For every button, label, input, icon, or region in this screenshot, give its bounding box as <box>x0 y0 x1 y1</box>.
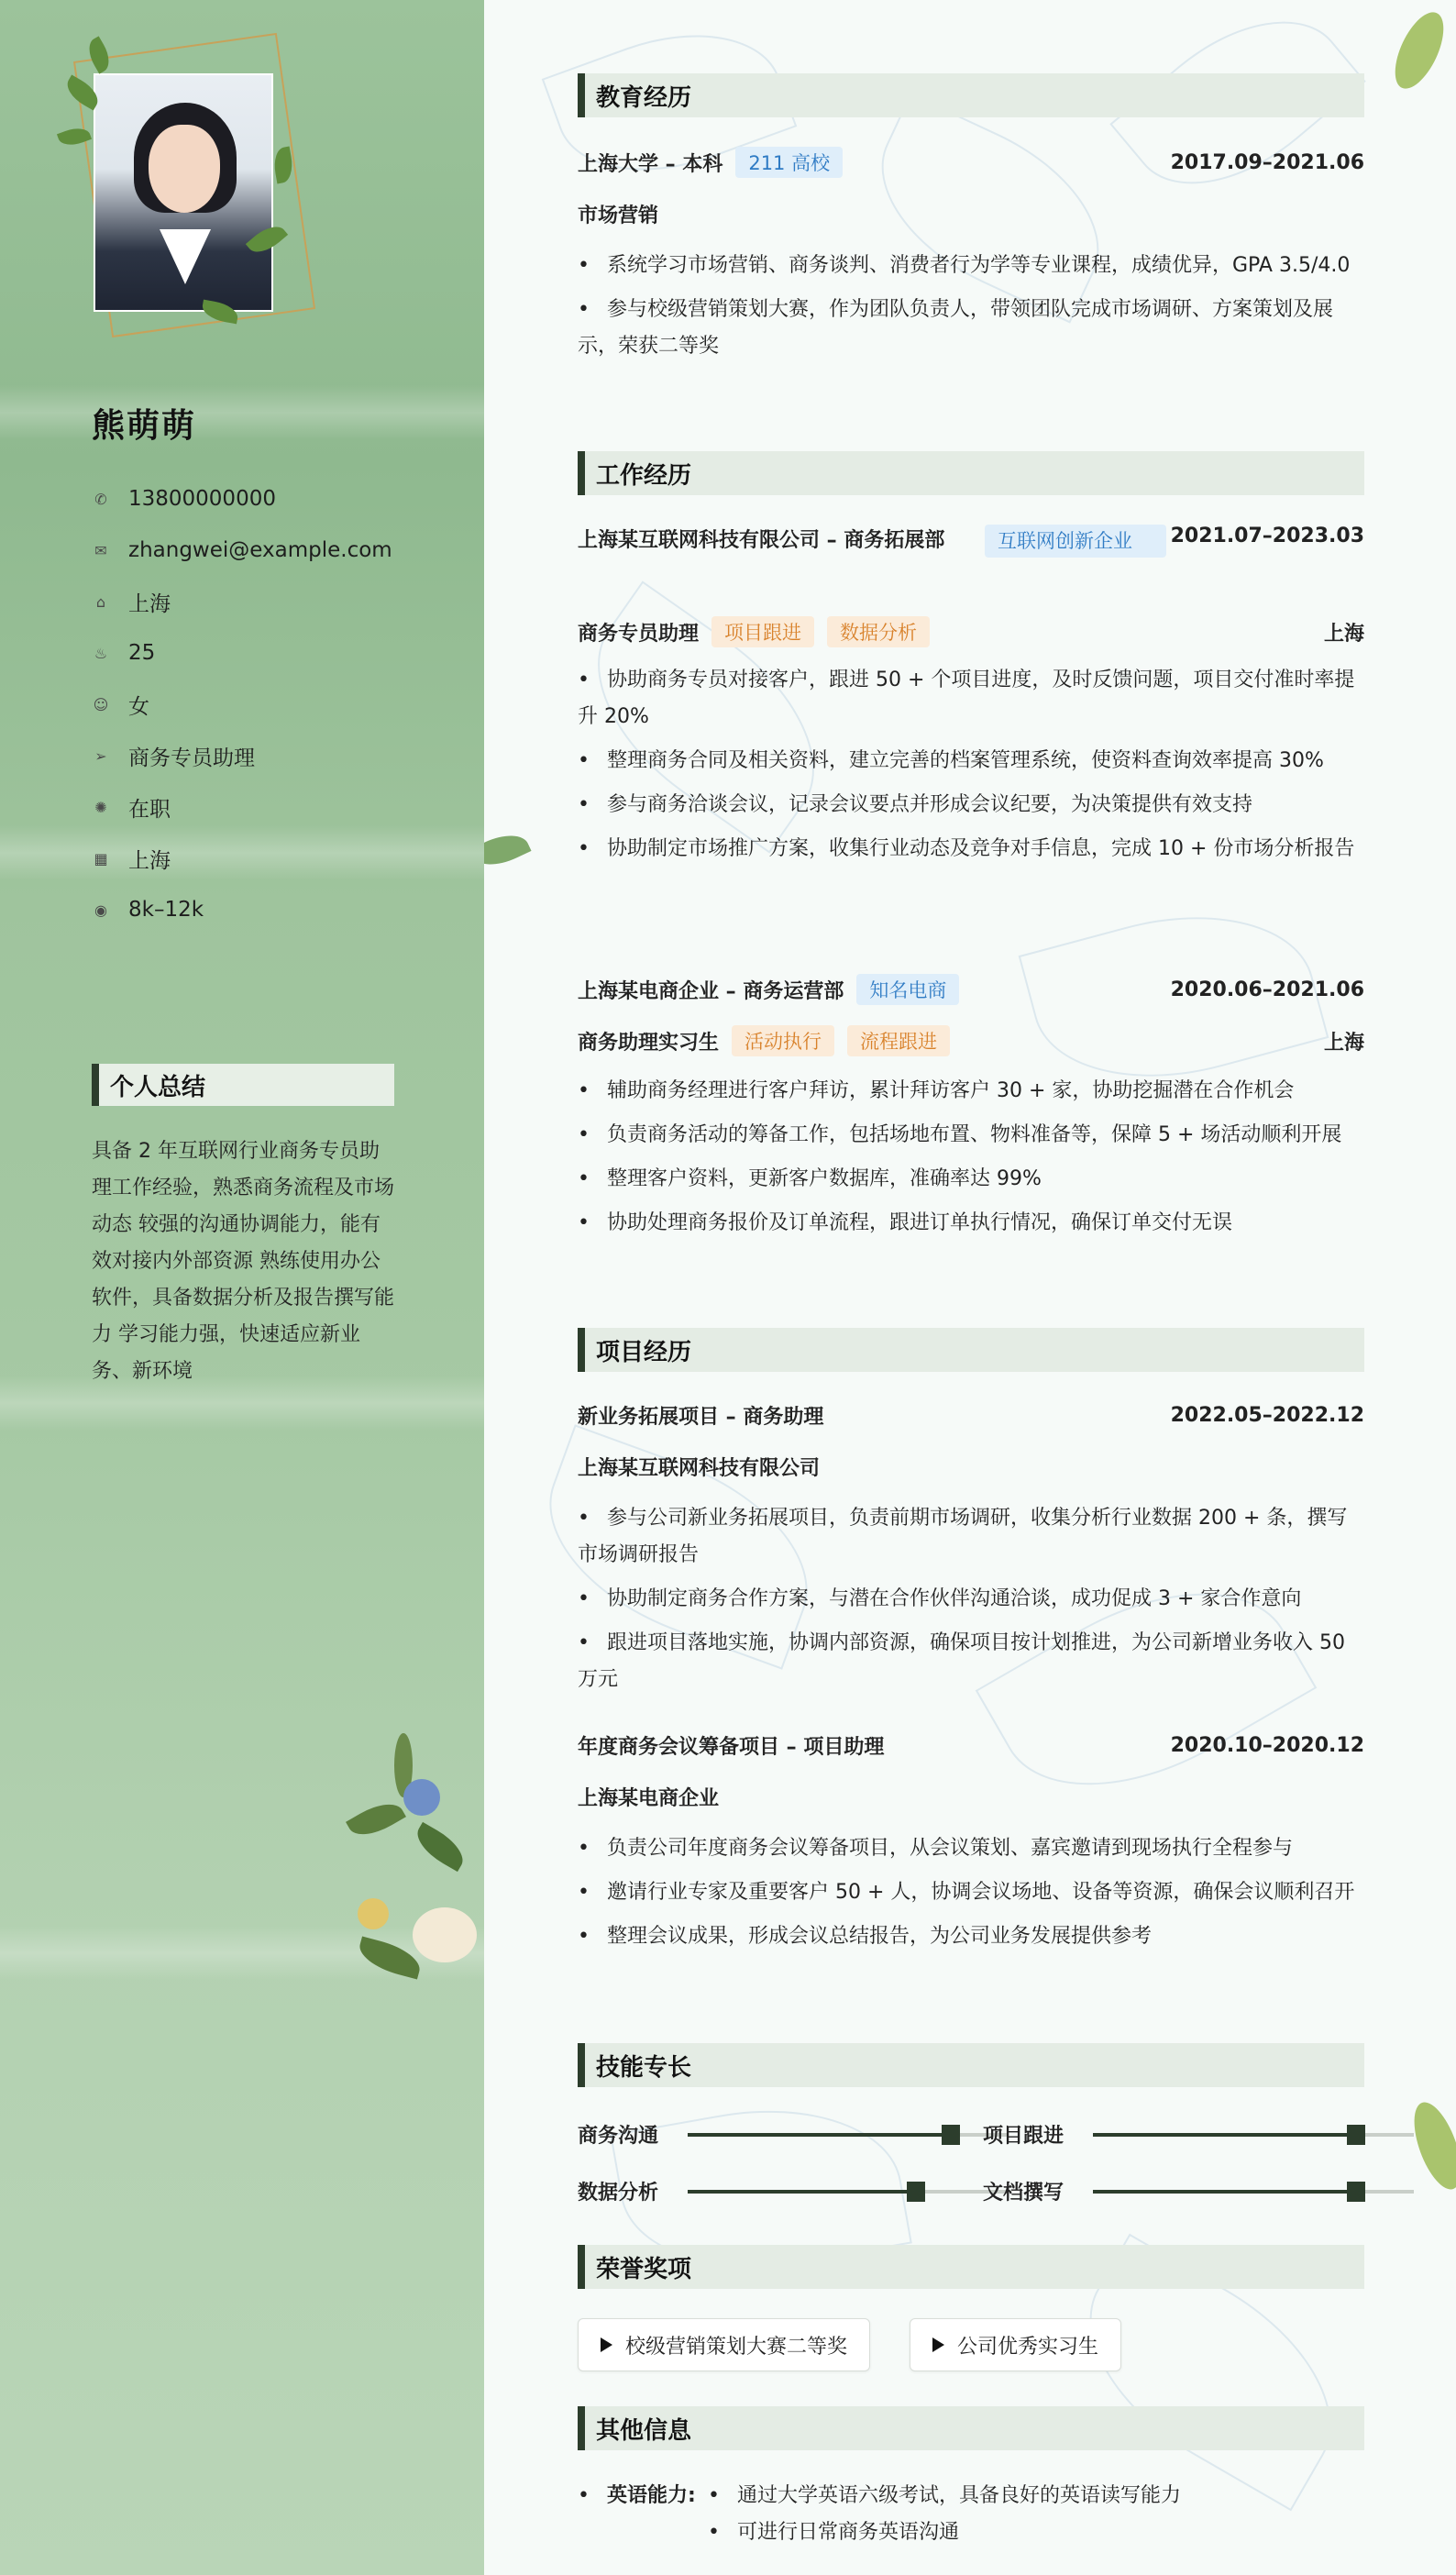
profile-photo <box>94 73 273 312</box>
info-target-role: ➢ 商务专员助理 <box>92 730 392 781</box>
list-item: • 整理商务合同及相关资料，建立完善的档案管理系统，使资料查询效率提高 30% <box>578 749 1324 772</box>
job-role-row <box>578 1025 1364 1056</box>
skill-track <box>688 2190 1009 2194</box>
project-org: 上海某互联网科技有限公司 <box>578 1457 821 1480</box>
job-tag: 互联网创新企业 <box>985 525 1166 558</box>
flower-decor <box>339 1724 484 1999</box>
leaf-decor <box>484 826 532 875</box>
project-name: 年度商务会议筹备项目 – 项目助理 <box>578 1736 885 1759</box>
decor-wave <box>0 385 484 440</box>
list-item: • 协助处理商务报价及订单流程，跟进订单执行情况，确保订单交付无误 <box>578 1211 1233 1234</box>
project-name: 新业务拓展项目 – 商务助理 <box>578 1406 824 1429</box>
job-city: 上海 <box>1323 1031 1364 1055</box>
skills-heading: 技能专长 <box>578 2043 1364 2087</box>
list-item: • 参与公司新业务拓展项目，负责前期市场调研，收集分析行业数据 200 + 条，撰写市场调研报告 <box>578 1507 1348 1566</box>
project-bullets <box>578 1830 1364 1962</box>
job-tag: 知名电商 <box>856 974 959 1005</box>
status-icon: ✺ <box>94 798 107 816</box>
mail-icon: ✉ <box>94 541 107 559</box>
list-item: • 跟进项目落地实施，协调内部资源，确保项目按计划推进，为公司新增业务收入 50 万元 <box>578 1631 1345 1691</box>
skill-bar: 文档撰写 <box>983 2177 1414 2205</box>
work-heading: 工作经历 <box>578 451 1364 495</box>
skill-tag: 活动执行 <box>732 1025 834 1056</box>
school-tag: 211 高校 <box>735 147 843 178</box>
project-date: 2022.05–2022.12 <box>1170 1404 1364 1427</box>
job-role: 商务专员助理 <box>578 622 700 646</box>
face-icon: ☺ <box>93 695 109 713</box>
job-company: 上海某互联网科技有限公司 – 商务拓展部 <box>578 529 945 552</box>
job-bullets <box>578 662 1364 875</box>
list-item: • 邀请行业专家及重要客户 50 + 人，协调会议场地、设备等资源，确保会议顺利召开 <box>578 1881 1355 1904</box>
avatar <box>64 28 312 358</box>
school-name: 上海大学 – 本科 <box>578 152 723 176</box>
list-item: • 负责商务活动的筹备工作，包括场地布置、物料准备等，保障 5 + 场活动顺利开展 <box>578 1123 1342 1146</box>
salary-icon: ◉ <box>94 901 107 919</box>
info-age: ♨ 25 <box>92 627 392 679</box>
job-role-row <box>578 616 1364 647</box>
list-item: • 协助制定商务合作方案，与潜在合作伙伴沟通洽谈，成功促成 3 + 家合作意向 <box>578 1587 1302 1610</box>
contact-info-list <box>92 473 392 935</box>
list-item: • 辅助商务经理进行客户拜访，累计拜访客户 30 + 家，协助挖掘潜在合作机会 <box>578 1079 1295 1102</box>
education-header-row <box>578 147 1364 178</box>
send-icon: ➢ <box>94 746 107 765</box>
phone-icon: ✆ <box>94 490 107 508</box>
summary-heading: 个人总结 <box>92 1064 394 1106</box>
info-status: ✺ 在职 <box>92 781 392 833</box>
other-label: 英语能力: <box>607 2484 696 2507</box>
list-item: • 通过大学英语六级考试，具备良好的英语读写能力 <box>708 2484 1182 2507</box>
job-header-row <box>578 974 1364 1005</box>
sidebar <box>0 0 484 2575</box>
project-date: 2020.10–2020.12 <box>1170 1734 1364 1757</box>
skill-bar: 项目跟进 <box>983 2120 1414 2149</box>
other-info <box>578 2478 1364 2551</box>
project-org: 上海某电商企业 <box>578 1787 720 1810</box>
job-date: 2021.07–2023.03 <box>1170 525 1364 547</box>
info-location: ⌂ 上海 <box>92 576 392 627</box>
project-bullets <box>578 1500 1364 1706</box>
award-item: 校级营销策划大赛二等奖 <box>578 2318 870 2371</box>
list-item: • 英语能力: • 通过大学英语六级考试，具备良好的英语读写能力 • 可进行日常商务英语沟通 <box>578 2478 1364 2551</box>
info-email: ✉ zhangwei@example.com <box>92 525 392 576</box>
education-heading: 教育经历 <box>578 73 1364 117</box>
info-target-city: ▦ 上海 <box>92 833 392 884</box>
building-icon: ▦ <box>94 849 108 868</box>
list-item: • 整理会议成果，形成会议总结报告，为公司业务发展提供参考 <box>578 1925 1153 1948</box>
awards-heading: 荣誉奖项 <box>578 2245 1364 2289</box>
leaf-decor <box>1385 6 1453 95</box>
skill-tag: 流程跟进 <box>847 1025 950 1056</box>
list-item: • 协助制定市场推广方案，收集行业动态及竞争对手信息，完成 10 + 份市场分析报告 <box>578 837 1355 860</box>
cake-icon: ♨ <box>94 644 108 662</box>
job-role: 商务助理实习生 <box>578 1031 720 1055</box>
skill-bar: 商务沟通 <box>578 2120 1009 2149</box>
job-header-row <box>578 525 1364 558</box>
major: 市场营销 <box>578 204 659 227</box>
job-city: 上海 <box>1323 622 1364 646</box>
list-item: • 可进行日常商务英语沟通 <box>708 2521 960 2544</box>
project-header-row <box>578 1731 1364 1760</box>
summary-text: 具备 2 年互联网行业商务专员助理工作经验，熟悉商务流程及市场动态 较强的沟通协调能力，能有效对接内外部资源 熟练使用办公软件，具备数据分析及报告撰写能力 学习能力强，快速适应新业务、新环境 <box>92 1140 395 1383</box>
job-company: 上海某电商企业 – 商务运营部 <box>578 979 844 1003</box>
project-header-row <box>578 1401 1364 1430</box>
job-bullets <box>578 1073 1364 1249</box>
skill-track <box>1093 2190 1414 2194</box>
info-gender: ☺ 女 <box>93 694 149 719</box>
summary-section <box>92 1064 394 1390</box>
info-salary: ◉ 8k–12k <box>92 884 392 935</box>
skill-track <box>688 2133 1009 2137</box>
list-item: • 整理客户资料，更新客户数据库，准确率达 99% <box>578 1167 1042 1190</box>
info-phone: ✆ 13800000000 <box>92 473 392 525</box>
list-item: • 参与校级营销策划大赛，作为团队负责人，带领团队完成市场调研、方案策划及展示，荣获二等奖 <box>578 298 1334 358</box>
education-date: 2017.09–2021.06 <box>1170 150 1364 174</box>
play-icon <box>601 2337 612 2352</box>
list-item: • 协助商务专员对接客户，跟进 50 + 个项目进度，及时反馈问题，项目交付准时率提升 20% <box>578 669 1355 728</box>
other-heading: 其他信息 <box>578 2406 1364 2450</box>
list-item: • 负责公司年度商务会议筹备项目，从会议策划、嘉宾邀请到现场执行全程参与 <box>578 1837 1294 1860</box>
skill-track <box>1093 2133 1414 2137</box>
skill-tag: 数据分析 <box>827 616 930 647</box>
job-date: 2020.06–2021.06 <box>1170 978 1364 1001</box>
list-item: • 系统学习市场营销、商务谈判、消费者行为学等专业课程，成绩优异，GPA 3.5/4.0 <box>578 254 1351 277</box>
projects-heading: 项目经历 <box>578 1328 1364 1372</box>
skill-bar: 数据分析 <box>578 2177 1009 2205</box>
candidate-name: 熊萌萌 <box>92 407 197 445</box>
play-icon <box>932 2337 944 2352</box>
award-item: 公司优秀实习生 <box>910 2318 1121 2371</box>
education-bullets <box>578 248 1364 372</box>
list-item: • 参与商务洽谈会议，记录会议要点并形成会议纪要，为决策提供有效支持 <box>578 793 1253 816</box>
skill-tag: 项目跟进 <box>711 616 814 647</box>
home-icon: ⌂ <box>95 592 106 611</box>
